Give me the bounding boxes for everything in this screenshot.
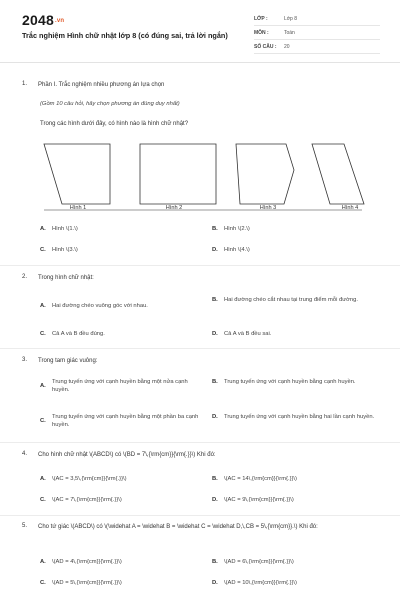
option-c[interactable] — [40, 330, 105, 338]
option-text: Trung tuyến ứng với cạnh huyền bằng một nửa cạnh huyền. — [52, 379, 188, 394]
meta-value: Toán — [284, 29, 295, 36]
option-letter: D. — [212, 497, 218, 504]
option-letter: C. — [40, 247, 46, 254]
question-number: 2. — [22, 274, 28, 280]
option-letter: B. — [212, 476, 218, 483]
option-a[interactable] — [40, 225, 78, 233]
option-c[interactable] — [40, 413, 205, 430]
option-text: \(AD = 5\,{\rm{cm}}{\rm{.}}\) — [52, 580, 122, 586]
question-stem: Trong hình chữ nhật: — [38, 275, 94, 281]
question-stem: Trong các hình dưới đây, có hình nào là hình chữ nhật? — [40, 121, 189, 127]
page-header — [0, 0, 400, 63]
meta-row-grade — [254, 12, 380, 26]
option-letter: A. — [40, 476, 46, 483]
figure-label-2: Hình 2 — [165, 205, 183, 211]
option-text: Trung tuyến ứng với cạnh huyền bằng một phần ba cạnh huyền. — [52, 414, 199, 429]
option-c[interactable] — [40, 246, 78, 254]
question-number: 4. — [22, 451, 28, 457]
figure-label-4: Hình 4 — [341, 205, 359, 211]
question-4 — [22, 451, 382, 460]
option-letter: B. — [212, 226, 218, 233]
option-letter: C. — [40, 497, 46, 504]
option-c[interactable] — [40, 496, 122, 504]
option-letter: A. — [40, 383, 46, 390]
option-text: Cả A và B đều sai. — [224, 331, 272, 337]
shape-1 — [44, 144, 110, 204]
option-a[interactable] — [40, 558, 122, 566]
option-letter: D. — [212, 414, 218, 421]
option-text: \(AC = 3,5\,{\rm{cm}}{\rm{.}}\) — [52, 476, 127, 482]
option-b[interactable] — [212, 296, 382, 304]
shape-2 — [140, 144, 216, 204]
option-b[interactable] — [212, 225, 250, 233]
option-b[interactable] — [212, 475, 297, 483]
option-b[interactable] — [212, 378, 382, 386]
option-text: Hình \(1.\) — [52, 226, 78, 232]
logo-text: 2048 — [22, 12, 54, 28]
option-letter: D. — [212, 247, 218, 254]
meta-value: Lớp 8 — [284, 15, 298, 22]
option-letter: B. — [212, 297, 218, 304]
site-logo[interactable] — [22, 12, 64, 28]
option-text: Trung tuyến ứng với cạnh huyền bằng cạnh huyền. — [224, 379, 356, 385]
question-stem: Cho tứ giác \(ABCD\) có \(\widehat A = \widehat B = \widehat C = \widehat D,\,CB = 5\,{\rm{cm}}.\) Khi đó: — [38, 524, 318, 530]
meta-value: 20 — [284, 43, 290, 50]
option-letter: C. — [40, 418, 46, 425]
option-text: Hình \(4.\) — [224, 247, 250, 253]
logo-suffix: .vn — [54, 18, 65, 25]
option-text: Hai đường chéo vuông góc với nhau. — [52, 303, 148, 309]
option-letter: D. — [212, 331, 218, 338]
option-text: Trung tuyến ứng với cạnh huyền bằng hai lần cạnh huyền. — [224, 414, 375, 420]
page-title: Trắc nghiệm Hình chữ nhật lớp 8 (có đúng sai, trả lời ngắn) — [22, 31, 228, 40]
meta-key: LỚP : — [254, 15, 268, 22]
option-c[interactable] — [40, 579, 122, 587]
question-divider — [0, 348, 400, 349]
question-1 — [22, 81, 382, 90]
option-letter: C. — [40, 331, 46, 338]
option-text: Hình \(3.\) — [52, 247, 78, 253]
option-d[interactable] — [212, 496, 294, 504]
meta-row-subject — [254, 26, 380, 40]
question-divider — [0, 442, 400, 443]
shape-4 — [312, 144, 364, 204]
option-letter: A. — [40, 303, 46, 310]
option-text: \(AD = 4\,{\rm{cm}}{\rm{.}}\) — [52, 559, 122, 565]
question-number: 3. — [22, 357, 28, 363]
option-letter: A. — [40, 559, 46, 566]
question-3 — [22, 357, 382, 366]
option-letter: D. — [212, 580, 218, 587]
option-d[interactable] — [212, 579, 297, 587]
question-stem: Trong tam giác vuông: — [38, 358, 98, 364]
option-a[interactable] — [40, 378, 205, 395]
option-a[interactable] — [40, 302, 200, 310]
quiz-meta — [254, 12, 380, 54]
option-text: \(AD = 10\,{\rm{cm}}{\rm{.}}\) — [224, 580, 297, 586]
shape-3 — [236, 144, 294, 204]
option-text: Hình \(2.\) — [224, 226, 250, 232]
question-5 — [22, 523, 382, 532]
meta-row-count — [254, 40, 380, 54]
question-2 — [22, 274, 382, 283]
option-text: \(AC = 14\,{\rm{cm}}{\rm{.}}\) — [224, 476, 297, 482]
section-note: (Gồm 10 câu hỏi, hãy chọn phương án đúng duy nhất) — [40, 101, 180, 107]
option-d[interactable] — [212, 330, 271, 338]
question-stem: Cho hình chữ nhật \(ABCD\) có \(BD = 7\,{\rm{cm}}{\rm{.}}\) Khi đó: — [38, 452, 216, 458]
option-text: \(AD = 6\,{\rm{cm}}{\rm{.}}\) — [224, 559, 294, 565]
question-number: 5. — [22, 523, 28, 529]
option-letter: B. — [212, 559, 218, 566]
section-heading: Phần I. Trắc nghiệm nhiều phương án lựa chọn — [38, 82, 165, 88]
option-text: \(AC = 7\,{\rm{cm}}{\rm{.}}\) — [52, 497, 122, 503]
option-a[interactable] — [40, 475, 127, 483]
figure-label-1: Hình 1 — [69, 205, 87, 211]
question-number: 1. — [22, 81, 28, 87]
option-text: Cả A và B đều đúng. — [52, 331, 105, 337]
figure-label-3: Hình 3 — [259, 205, 277, 211]
meta-key: SỐ CÂU : — [254, 43, 277, 50]
option-d[interactable] — [212, 246, 250, 254]
option-text: \(AC = 9\,{\rm{cm}}{\rm{.}}\) — [224, 497, 294, 503]
option-letter: C. — [40, 580, 46, 587]
option-letter: A. — [40, 226, 46, 233]
option-text: Hai đường chéo cắt nhau tại trung điểm mỗi đường. — [224, 297, 358, 303]
meta-key: MÔN : — [254, 29, 269, 36]
option-letter: B. — [212, 379, 218, 386]
question-divider — [0, 265, 400, 266]
option-b[interactable] — [212, 558, 294, 566]
question-divider — [0, 515, 400, 516]
option-d[interactable] — [212, 413, 382, 421]
